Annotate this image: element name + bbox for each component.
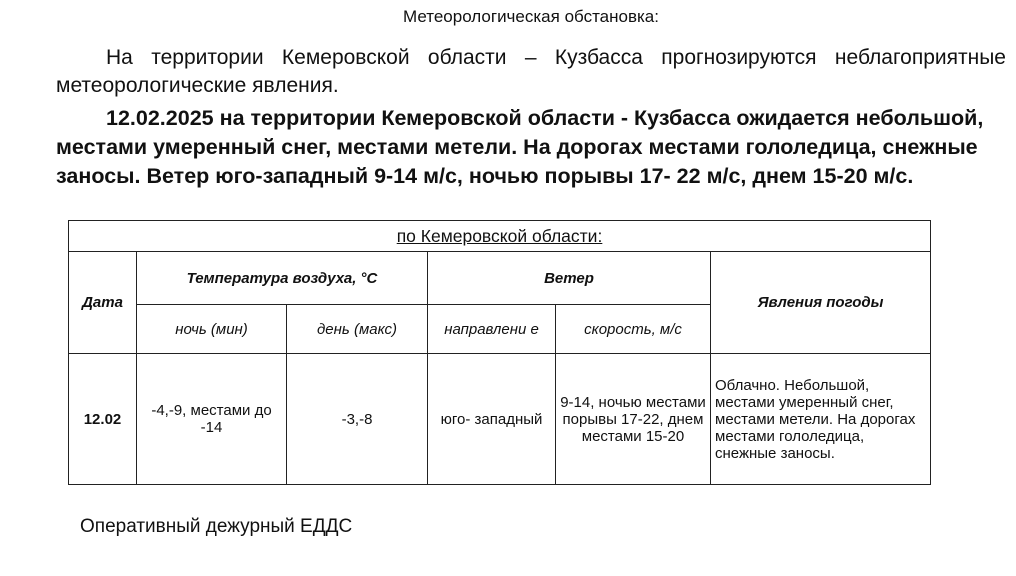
intro-paragraph: На территории Кемеровской области – Кузбасса прогнозируются неблагоприятные метеорологические явления.	[56, 46, 1006, 97]
footer-signature: Оперативный дежурный ЕДДС	[80, 516, 353, 537]
weather-table	[68, 220, 931, 485]
header-phenomena: Явления погоды	[711, 252, 931, 354]
cell-phenomena: Облачно. Небольшой, местами умеренный снег, местами метели. На дорогах местами гололедица, снежные заносы.	[711, 354, 931, 485]
forecast-paragraph: 12.02.2025 на территории Кемеровской области - Кузбасса ожидается небольшой, местами умеренный снег, местами метели. На дорогах местами гололедица, снежные заносы. Ветер юго-западный 9-14 м/с, ночью порывы 17- 22 м/с, днем 15-20 м/с.	[56, 106, 984, 188]
cell-day: -3,-8	[287, 354, 428, 485]
header-date: Дата	[69, 252, 137, 354]
table-caption: по Кемеровской области:	[69, 221, 931, 252]
cell-speed: 9-14, ночью местами порывы 17-22, днем местами 15-20	[556, 354, 711, 485]
table-header-row	[69, 252, 931, 305]
table-row	[69, 354, 931, 485]
header-direction: направлени е	[428, 305, 556, 354]
table-caption-row	[69, 221, 931, 252]
page-title: Метеорологическая обстановка:	[403, 7, 659, 26]
header-wind: Ветер	[428, 252, 711, 305]
header-speed: скорость, м/с	[556, 305, 711, 354]
cell-date: 12.02	[69, 354, 137, 485]
header-night: ночь (мин)	[137, 305, 287, 354]
header-temperature: Температура воздуха, °С	[137, 252, 428, 305]
cell-direction: юго- западный	[428, 354, 556, 485]
cell-night: -4,-9, местами до -14	[137, 354, 287, 485]
header-day: день (макс)	[287, 305, 428, 354]
